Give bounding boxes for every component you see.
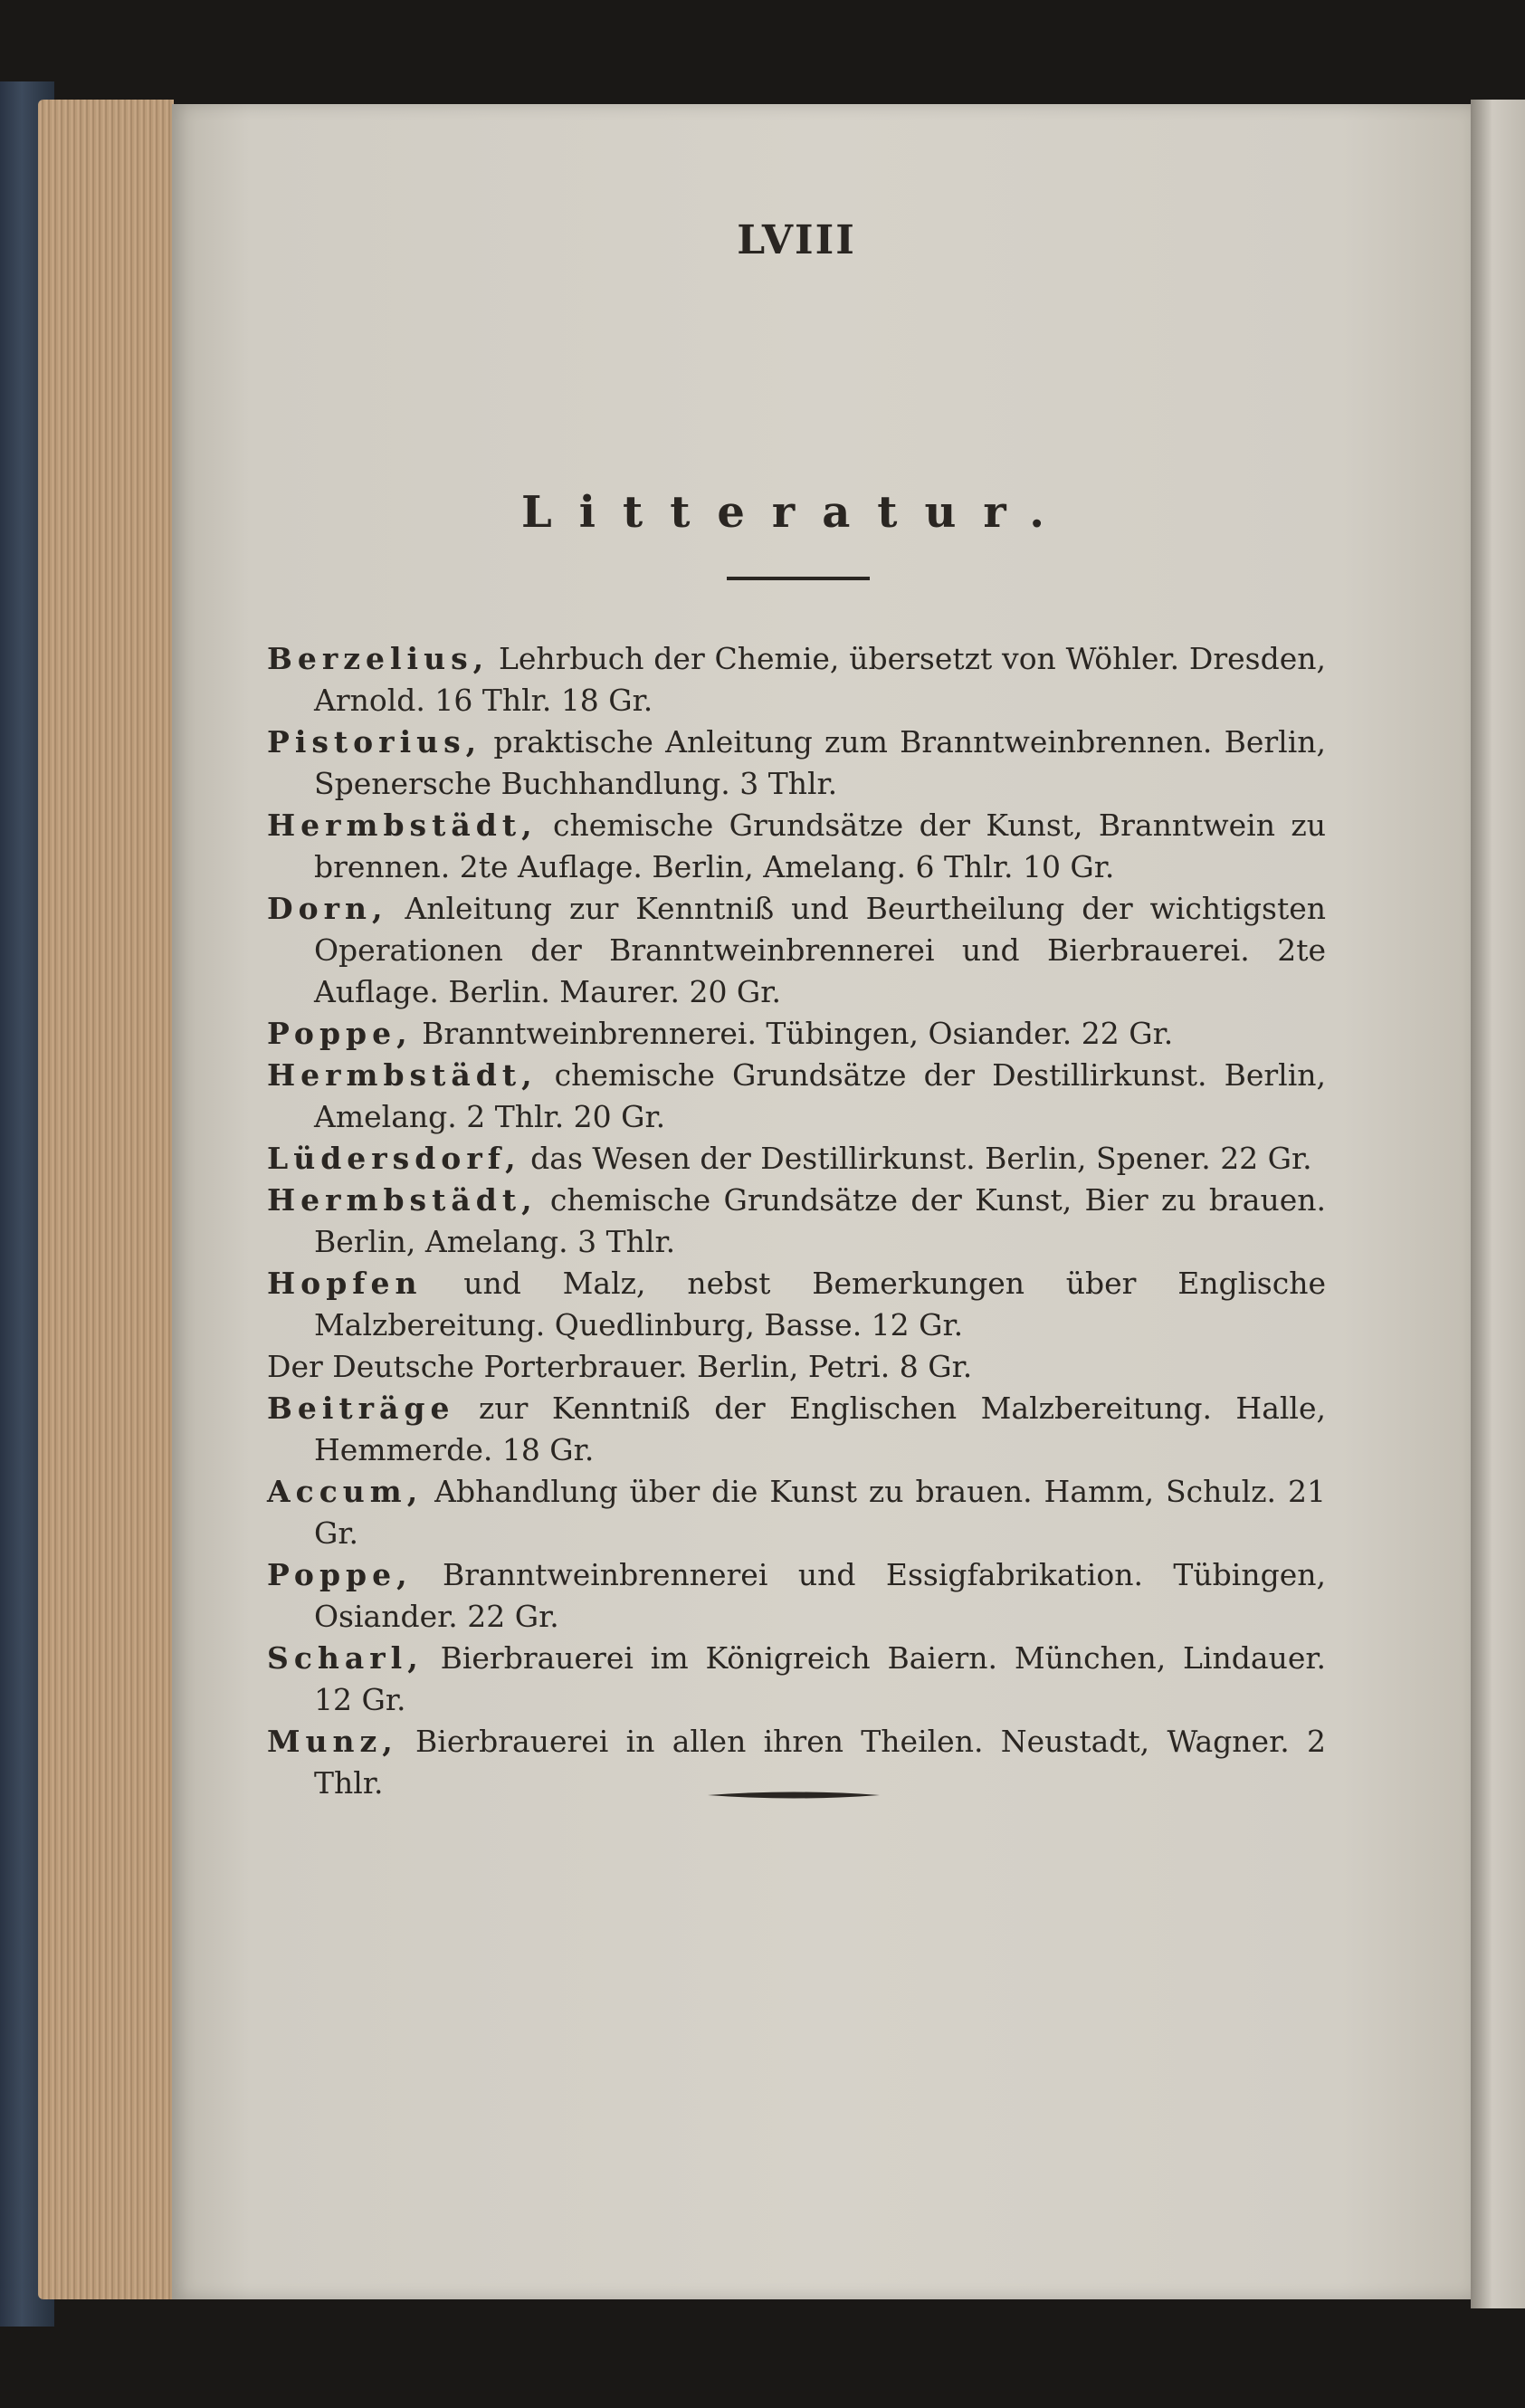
bibliography-entry bbox=[267, 721, 1326, 805]
title-rule bbox=[727, 577, 870, 580]
entry-text: Branntweinbrennerei und Essigfabrikation. Tübingen, Osiander. 22 Gr. bbox=[314, 1557, 1326, 1634]
entry-text: chemische Grundsätze der Kunst, Branntwein zu brennen. 2te Auflage. Berlin, Amelang. 6 Thlr. 10 Gr. bbox=[314, 807, 1326, 884]
entry-text: chemische Grundsätze der Kunst, Bier zu brauen. Berlin, Amelang. 3 Thlr. bbox=[314, 1182, 1326, 1259]
bibliography-list bbox=[267, 638, 1326, 1804]
entry-text: zur Kenntniß der Englischen Malzbereitung. Halle, Hemmerde. 18 Gr. bbox=[314, 1390, 1326, 1467]
entry-author: Poppe, bbox=[267, 1016, 413, 1051]
bibliography-entry bbox=[267, 1138, 1326, 1180]
entry-author: Accum, bbox=[267, 1474, 424, 1509]
bibliography-entry bbox=[267, 1471, 1326, 1554]
entry-text: das Wesen der Destillirkunst. Berlin, Spener. 22 Gr. bbox=[520, 1141, 1312, 1176]
entry-author: Poppe, bbox=[267, 1557, 413, 1592]
entry-text: Bierbrauerei in allen ihren Theilen. Neustadt, Wagner. 2 Thlr. bbox=[314, 1724, 1326, 1801]
bibliography-entry bbox=[267, 1638, 1326, 1721]
entry-author: Hermbstädt, bbox=[267, 1057, 538, 1093]
entry-text: praktische Anleitung zum Branntweinbrennen. Berlin, Spenersche Buchhandlung. 3 Thlr. bbox=[314, 724, 1326, 801]
bibliography-entry bbox=[267, 1388, 1326, 1471]
end-ornament bbox=[708, 1789, 880, 1801]
entry-author: Hermbstädt, bbox=[267, 1182, 538, 1218]
bibliography-entry bbox=[267, 638, 1326, 721]
entry-author: Hopfen bbox=[267, 1266, 423, 1301]
entry-author: Beiträge bbox=[267, 1390, 455, 1426]
entry-author: Pistorius, bbox=[267, 724, 482, 760]
entry-text: Branntweinbrennerei. Tübingen, Osiander. 22 Gr. bbox=[412, 1016, 1174, 1051]
bibliography-entry bbox=[267, 1346, 1326, 1388]
bibliography-entry bbox=[267, 1055, 1326, 1138]
entry-text: chemische Grundsätze der Destillirkunst. Berlin, Amelang. 2 Thlr. 20 Gr. bbox=[314, 1057, 1326, 1134]
entry-text: Lehrbuch der Chemie, übersetzt von Wöhler. Dresden, Arnold. 16 Thlr. 18 Gr. bbox=[314, 641, 1326, 718]
page-block-edge bbox=[38, 100, 174, 2299]
entry-text: Abhandlung über die Kunst zu brauen. Hamm, Schulz. 21 Gr. bbox=[314, 1474, 1326, 1551]
entry-text: Anleitung zur Kenntniß und Beurtheilung der wichtigsten Operationen der Branntweinbrennerei und Bierbrauerei. 2te Auflage. Berlin. Maurer. 20 Gr. bbox=[314, 891, 1326, 1009]
entry-author: Berzelius, bbox=[267, 641, 490, 676]
bibliography-entry bbox=[267, 1180, 1326, 1263]
page-number: LVIII bbox=[737, 217, 856, 263]
bibliography-entry bbox=[267, 888, 1326, 1013]
facing-page-edge bbox=[1471, 100, 1525, 2308]
entry-text: Der Deutsche Porterbrauer. Berlin, Petri. 8 Gr. bbox=[267, 1349, 973, 1384]
entry-author: Munz, bbox=[267, 1724, 398, 1759]
page-title: Litteratur. bbox=[521, 487, 1072, 538]
entry-author: Dorn, bbox=[267, 891, 388, 926]
bibliography-entry bbox=[267, 1013, 1326, 1055]
bibliography-entry bbox=[267, 805, 1326, 888]
entry-author: Lüdersdorf, bbox=[267, 1141, 521, 1176]
entry-text: Bierbrauerei im Königreich Baiern. München, Lindauer. 12 Gr. bbox=[314, 1640, 1326, 1717]
bibliography-entry bbox=[267, 1263, 1326, 1346]
bibliography-entry bbox=[267, 1554, 1326, 1638]
entry-author: Scharl, bbox=[267, 1640, 424, 1676]
entry-text: und Malz, nebst Bemerkungen über Englische Malzbereitung. Quedlinburg, Basse. 12 Gr. bbox=[314, 1266, 1326, 1343]
entry-author: Hermbstädt, bbox=[267, 807, 538, 843]
